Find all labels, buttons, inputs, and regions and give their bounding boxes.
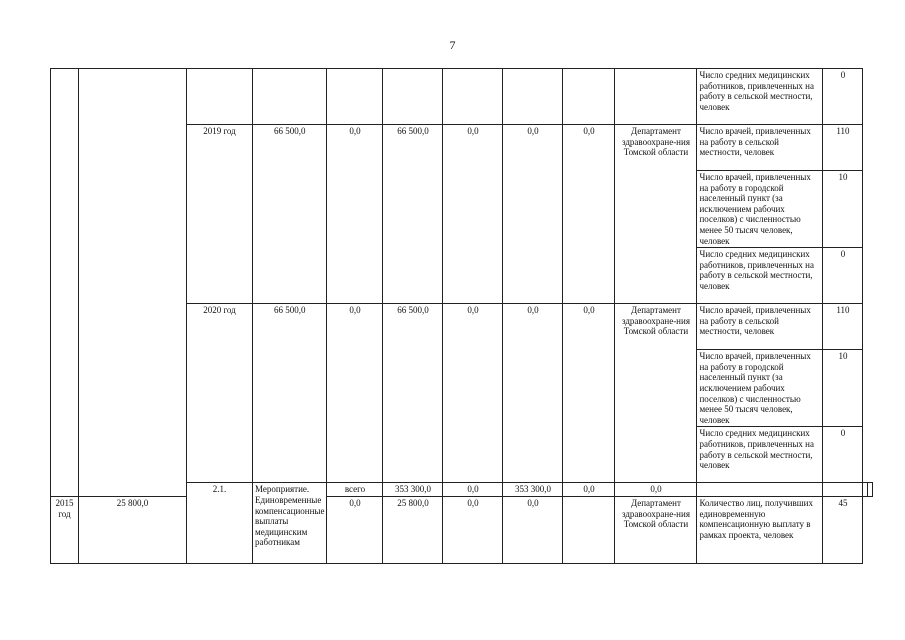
executor-cell: Департамент здравоохране-ния Томской области xyxy=(615,304,697,483)
other-cell: 0,0 xyxy=(615,483,697,497)
indicator-name: Число средних медицинских работников, привлеченных на работу в сельской местности, человек xyxy=(697,248,823,304)
year-cell: всего xyxy=(327,483,383,497)
indicator-name: Число средних медицинских работников, привлеченных на работу в сельской местности, человек xyxy=(697,69,823,125)
row-number-cell: 2.1. xyxy=(187,483,253,564)
total-cell: 66 500,0 xyxy=(253,304,327,483)
indicator-value: 110 xyxy=(823,125,863,171)
extra-cell: 0,0 xyxy=(563,304,615,483)
indicator-value: 0 xyxy=(823,248,863,304)
other-cell: 0,0 xyxy=(503,125,563,304)
indicator-name: Число врачей, привлеченных на работу в сельской местности, человек xyxy=(697,125,823,171)
total-cell: 66 500,0 xyxy=(253,125,327,304)
indicator-name: Число врачей, привлеченных на работу в городской населенный пункт (за исключением рабочих поселков) с численностью менее 50 тысяч человек, человек xyxy=(697,171,823,248)
indicator-name: Число врачей, привлеченных на работу в сельской местности, человек xyxy=(697,304,823,350)
local-cell: 0,0 xyxy=(563,483,615,497)
regional-cell xyxy=(383,69,443,125)
indicator-value: 0 xyxy=(823,427,863,483)
total-cell: 353 300,0 xyxy=(383,483,443,497)
measure-name-cell xyxy=(79,69,187,497)
year-cell xyxy=(187,69,253,125)
total-cell: 25 800,0 xyxy=(79,496,187,563)
indicator-name: Число врачей, привлеченных на работу в городской населенный пункт (за исключением рабочих поселков) с численностью менее 50 тысяч человек, человек xyxy=(697,350,823,427)
federal-cell: 0,0 xyxy=(443,483,503,497)
measure-name-cell: Мероприятие. Единовременные компенсационные выплаты медицинским работникам xyxy=(253,483,327,564)
regional-cell: 66 500,0 xyxy=(383,125,443,304)
indicator-value: 10 xyxy=(823,171,863,248)
local-cell xyxy=(443,69,503,125)
year-cell: 2020 год xyxy=(187,304,253,483)
table-row xyxy=(51,496,873,563)
total-cell xyxy=(253,69,327,125)
federal-cell: 0,0 xyxy=(327,304,383,483)
indicator-name: Число средних медицинских работников, привлеченных на работу в сельской местности, человек xyxy=(697,427,823,483)
indicator-value xyxy=(868,483,873,497)
regional-cell: 25 800,0 xyxy=(383,496,443,563)
table-row xyxy=(51,69,873,125)
page-number: 7 xyxy=(449,38,456,52)
extra-cell: 0,0 xyxy=(563,125,615,304)
extra-cell xyxy=(563,496,615,563)
extra-cell xyxy=(697,483,823,497)
other-cell: 0,0 xyxy=(503,304,563,483)
federal-cell xyxy=(327,69,383,125)
local-cell: 0,0 xyxy=(443,125,503,304)
executor-cell: Департамент здравоохране-ния Томской области xyxy=(615,125,697,304)
executor-cell xyxy=(823,483,863,497)
indicator-value: 110 xyxy=(823,304,863,350)
other-cell xyxy=(503,69,563,125)
executor-cell xyxy=(615,69,697,125)
federal-cell: 0,0 xyxy=(327,125,383,304)
local-cell: 0,0 xyxy=(443,304,503,483)
federal-cell: 0,0 xyxy=(327,496,383,563)
indicator-value: 0 xyxy=(823,69,863,125)
other-cell: 0,0 xyxy=(503,496,563,563)
regional-cell: 353 300,0 xyxy=(503,483,563,497)
year-cell: 2015 год xyxy=(51,496,79,563)
program-table xyxy=(50,68,873,564)
executor-cell: Департамент здравоохране-ния Томской области xyxy=(615,496,697,563)
indicator-value: 10 xyxy=(823,350,863,427)
indicator-name: Количество лиц, получивших единовременную компенсационную выплату в рамках проекта, человек xyxy=(697,496,823,563)
row-number-cell xyxy=(51,69,79,497)
indicator-value: 45 xyxy=(823,496,863,563)
local-cell: 0,0 xyxy=(443,496,503,563)
year-cell: 2019 год xyxy=(187,125,253,304)
regional-cell: 66 500,0 xyxy=(383,304,443,483)
extra-cell xyxy=(563,69,615,125)
